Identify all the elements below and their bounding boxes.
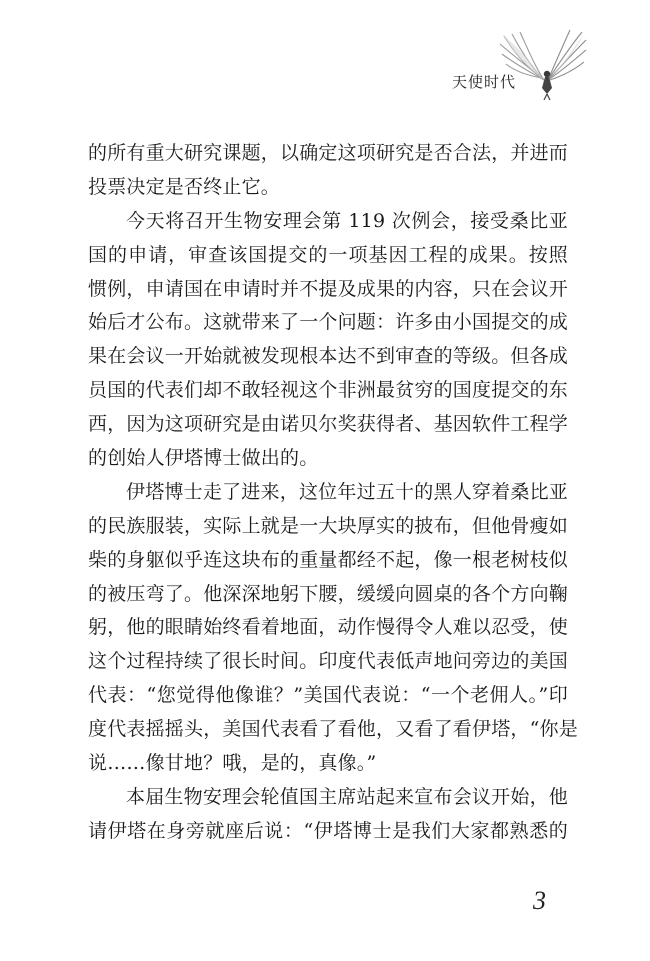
running-title: 天使时代 [452,73,517,91]
text-line: 的民族服装，实际上就是一大块厚实的披布，但他骨瘦如 [88,514,569,537]
text-line: 惯例，申请国在申请时并不提及成果的内容，只在会议开 [88,277,569,300]
text-line: 的被压弯了。他深深地躬下腰，缓缓向圆桌的各个方向鞠 [88,582,569,605]
page-number: 3 [533,886,546,915]
text-line: 代表：“您觉得他像谁？”美国代表说：“一个老佣人。”印 [88,684,568,707]
text-line: 说……像甘地？哦，是的，真像。” [88,752,377,775]
text-line: 躬，他的眼睛始终看着地面，动作慢得令人难以忍受，使 [88,616,569,639]
text-line: 这个过程持续了很长时间。印度代表低声地问旁边的美国 [88,650,569,673]
text-line: 柴的身躯似乎连这块布的重量都经不起，像一根老树枝似 [88,548,569,571]
text-line: 本届生物安理会轮值国主席站起来宣布会议开始，他 [126,785,568,808]
text-line: 请伊塔在身旁就座后说：“伊塔博士是我们大家都熟悉的 [88,819,568,842]
text-line: 今天将召开生物安理会第 119 次例会，接受桑比亚 [126,209,568,232]
text-line: 的创始人伊塔博士做出的。 [88,447,319,470]
text-line: 西，因为这项研究是由诺贝尔奖获得者、基因软件工程学 [88,413,569,436]
angel-head [544,71,550,77]
text-line: 伊塔博士走了进来，这位年过五十的黑人穿着桑比亚 [126,480,568,503]
text-line: 投票决定是否终止它。 [88,175,281,198]
text-line: 国的申请，审查该国提交的一项基因工程的成果。按照 [88,243,568,266]
text-line: 果在会议一开始就被发现根本达不到审查的等级。但各成 [88,345,569,368]
text-line: 度代表摇摇头，美国代表看了看他，又看了看伊塔，“你是 [88,718,578,741]
text-line: 员国的代表们却不敢轻视这个非洲最贫穷的国度提交的东 [88,379,569,402]
text-line: 的所有重大研究课题，以确定这项研究是否合法，并进而 [88,142,569,164]
right-wing-icon [548,30,586,80]
text-line: 始后才公布。这就带来了一个问题：许多由小国提交的成 [88,311,569,334]
body-text [88,137,578,849]
